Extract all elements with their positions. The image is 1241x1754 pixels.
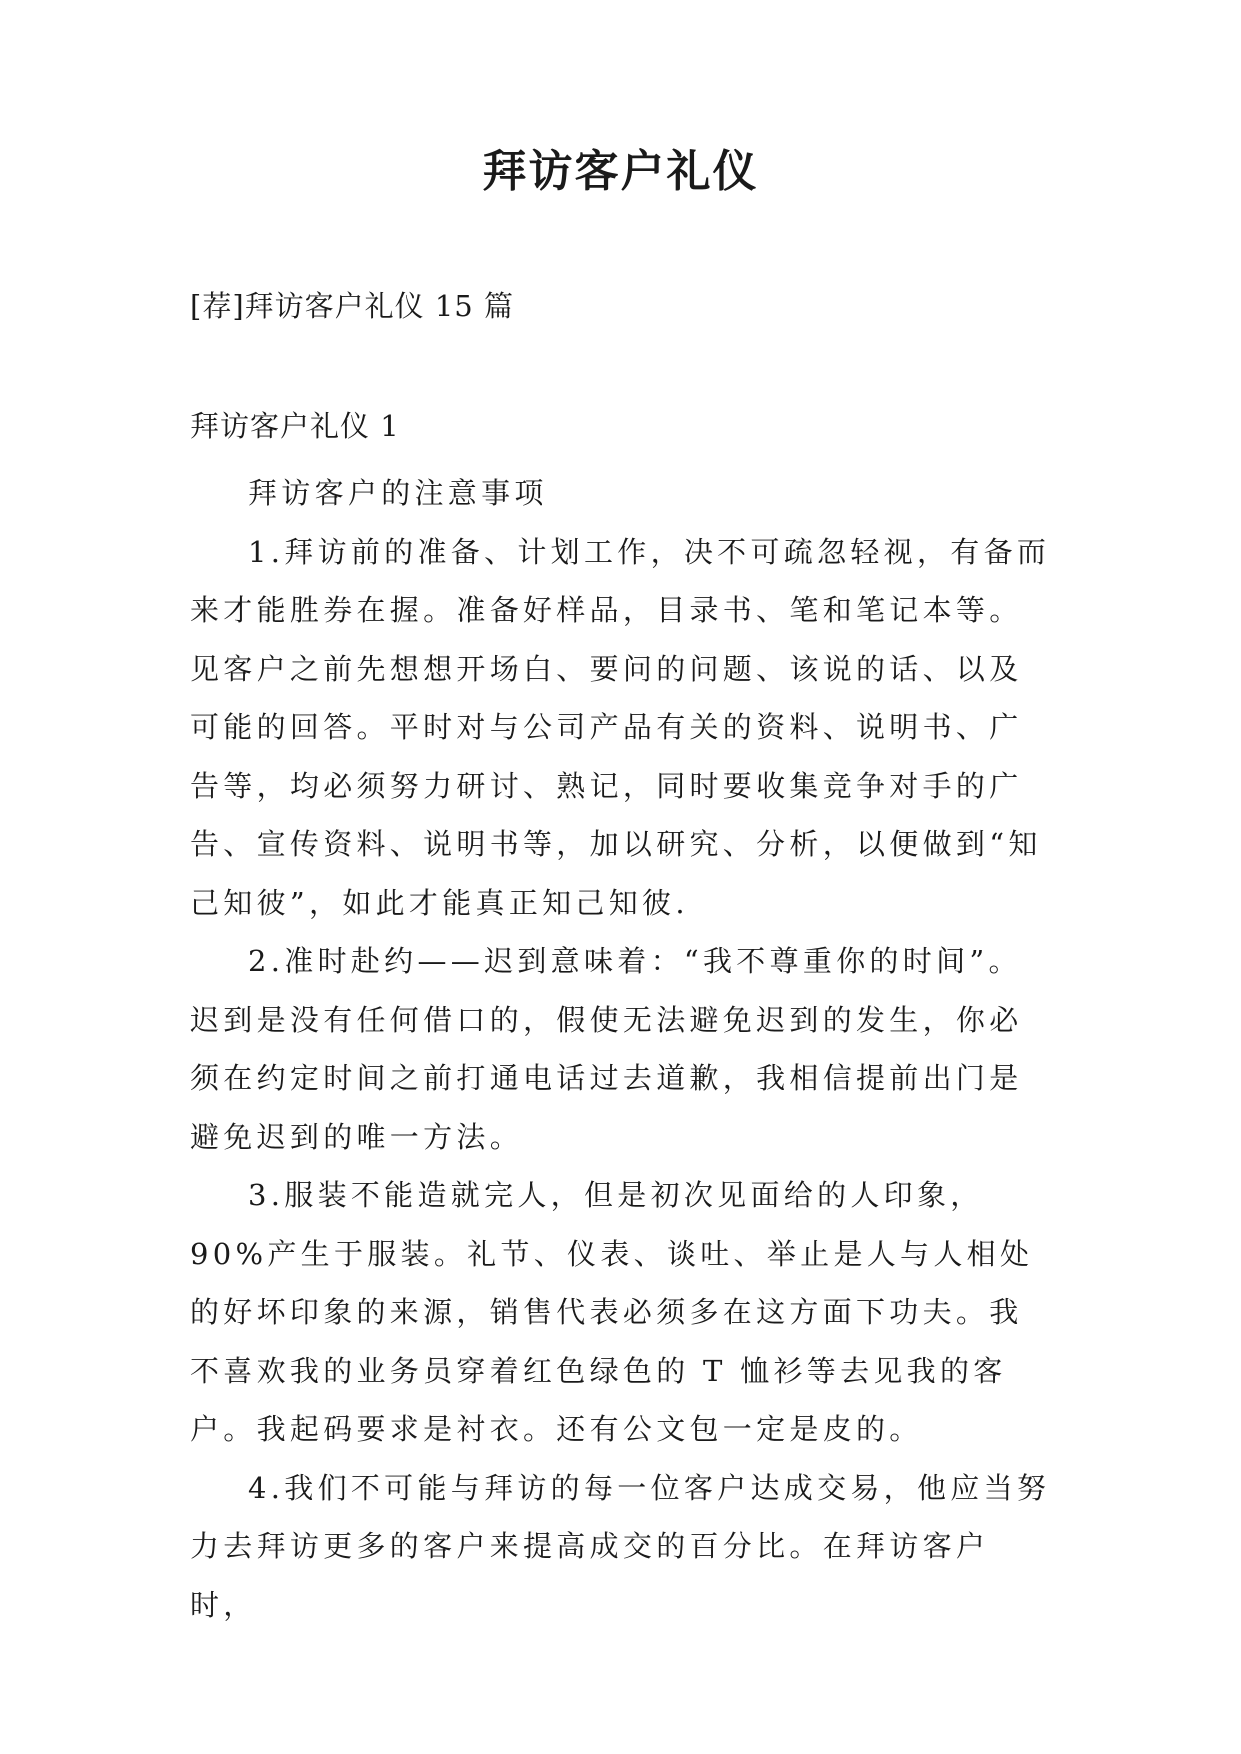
section-heading: 拜访客户礼仪 1 bbox=[190, 409, 400, 443]
document-title: 拜访客户礼仪 bbox=[482, 146, 759, 197]
paragraph: 4.我们不可能与拜访的每一位客户达成交易，他应当努力去拜访更多的客户来提高成交的百分比。在拜访客户时， bbox=[190, 1470, 1051, 1622]
paragraph: 2.准时赴约——迟到意味着：“我不尊重你的时间”。迟到是没有任何借口的，假使无法避免迟到的发生，你必须在约定时间之前打通电话过去道歉，我相信提前出门是避免迟到的唯一方法。 bbox=[190, 944, 1023, 1154]
paragraph: 1.拜访前的准备、计划工作，决不可疏忽轻视，有备而来才能胜券在握。准备好样品，目录书、笔和笔记本等。见客户之前先想想开场白、要问的问题、该说的话、以及可能的回答。平时对与公司产品有关的资料、说明书、广告等，均必须努力研讨、熟记，同时要收集竞争对手的广告、宣传资料、说明书等，加以研究、分析，以便做到“知己知彼”，如此才能真正知己知彼. bbox=[190, 534, 1051, 920]
paragraph: 3.服装不能造就完人，但是初次见面给的人印象，90%产生于服装。礼节、仪表、谈吐、举止是人与人相处的好坏印象的来源，销售代表必须多在这方面下功夫。我不喜欢我的业务员穿着红色绿色的 T 恤衫等去见我的客户。我起码要求是衬衣。还有公文包一定是皮的。 bbox=[190, 1178, 1034, 1446]
paragraph: 拜访客户的注意事项 bbox=[248, 476, 548, 510]
document-body bbox=[190, 464, 1052, 1634]
document-subtitle: [荐]拜访客户礼仪 15 篇 bbox=[190, 289, 514, 323]
